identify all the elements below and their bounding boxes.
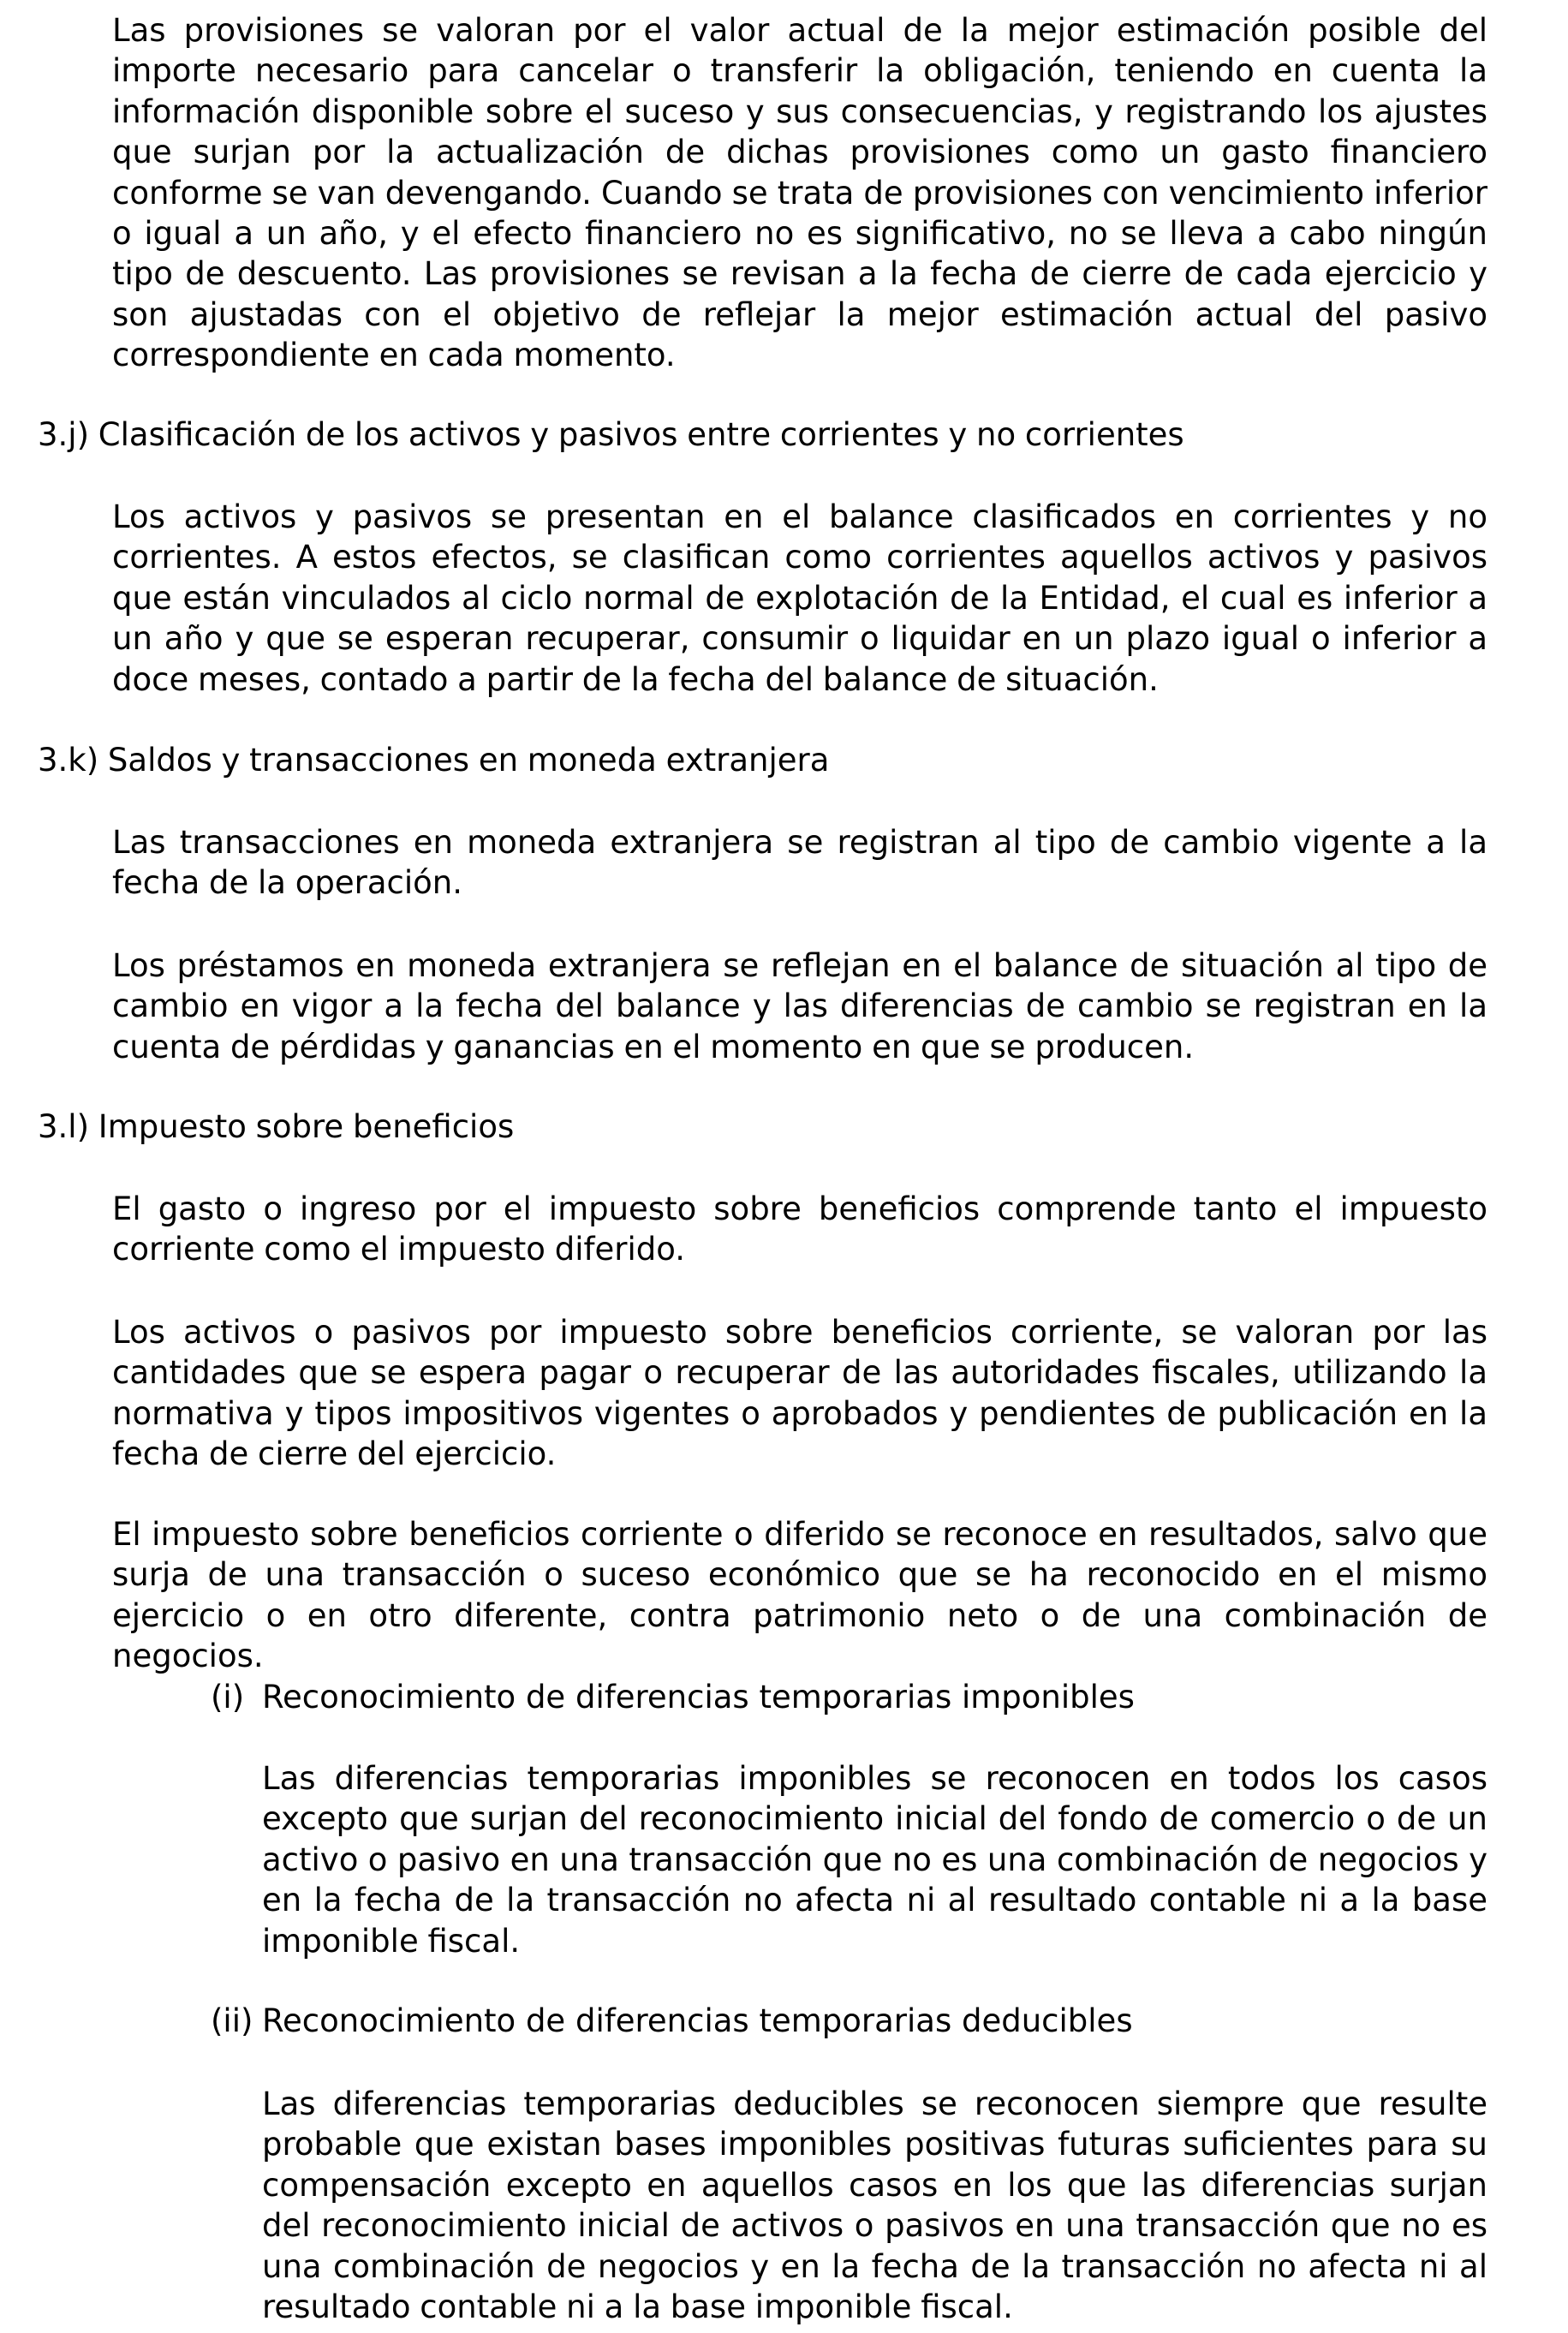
paragraph-3l-1: El gasto o ingreso por el impuesto sobre beneficios comprende tanto el impuesto corriente como el impuesto diferido. <box>112 1190 1488 1268</box>
subheading-ii-title: Reconocimiento de diferencias temporarias deducibles <box>262 2002 1133 2039</box>
subheading-i <box>211 1677 1495 1717</box>
paragraph-3l-2: Los activos o pasivos por impuesto sobre beneficios corriente, se valoran por las cantidades que se espera pagar o recuperar de las autoridades fiscales, utilizando la normativa y tipos impositivos vigentes o aprobados y pendientes de publicación en la fecha de cierre del ejercicio. <box>112 1314 1488 1473</box>
subheading-i-title: Reconocimiento de diferencias temporarias imponibles <box>262 1679 1135 1715</box>
subheading-ii <box>211 2001 1495 2041</box>
paragraph-3k-2: Los préstamos en moneda extranjera se reflejan en el balance de situación al tipo de cambio en vigor a la fecha del balance y las diferencias de cambio se registran en la cuenta de pérdidas y ganancias en el momento en que se producen. <box>112 947 1488 1065</box>
heading-3j: 3.j) Clasificación de los activos y pasivos entre corrientes y no corrientes <box>38 416 1184 453</box>
paragraph-3k-1: Las transacciones en moneda extranjera se registran al tipo de cambio vigente a la fecha de la operación. <box>112 824 1488 902</box>
paragraph-3j: Los activos y pasivos se presentan en el balance clasificados en corrientes y no corrientes. A estos efectos, se clasifican como corrientes aquellos activos y pasivos que están vinculados al ciclo normal de explotación de la Entidad, el cual es inferior a un año y que se esperan recuperar, consumir o liquidar en un plazo igual o inferior a doce meses, contado a partir de la fecha del balance de situación. <box>112 498 1488 698</box>
paragraph-provisiones: Las provisiones se valoran por el valor actual de la mejor estimación posible del importe necesario para cancelar o transferir la obligación, teniendo en cuenta la información disponible sobre el suceso y sus consecuencias, y registrando los ajustes que surjan por la actualización de dichas provisiones como un gasto financiero conforme se van devengando. Cuando se trata de provisiones con vencimiento inferior o igual a un año, y el efecto financiero no es significativo, no se lleva a cabo ningún tipo de descuento. Las provisiones se revisan a la fecha de cierre de cada ejercicio y son ajustadas con el objetivo de reflejar la mejor estimación actual del pasivo correspondiente en cada momento. <box>112 12 1488 374</box>
paragraph-sub-i: Las diferencias temporarias imponibles se reconocen en todos los casos excepto que surjan del reconocimiento inicial del fondo de comercio o de un activo o pasivo en una transacción que no es una combinación de negocios y en la fecha de la transacción no afecta ni al resultado contable ni a la base imponible fiscal. <box>262 1760 1488 1960</box>
heading-3l: 3.l) Impuesto sobre beneficios <box>38 1108 515 1145</box>
paragraph-sub-ii: Las diferencias temporarias deducibles se reconocen siempre que resulte probable que existan bases imponibles positivas futuras suficientes para su compensación excepto en aquellos casos en los que las diferencias surjan del reconocimiento inicial de activos o pasivos en una transacción que no es una combinación de negocios y en la fecha de la transacción no afecta ni al resultado contable ni a la base imponible fiscal. <box>262 2085 1488 2326</box>
paragraph-3l-3: El impuesto sobre beneficios corriente o diferido se reconoce en resultados, salvo que surja de una transacción o suceso económico que se ha reconocido en el mismo ejercicio o en otro diferente, contra patrimonio neto o de una combinación de negocios. <box>112 1516 1488 1675</box>
subheading-i-number: (i) <box>211 1679 245 1715</box>
subheading-ii-number: (ii) <box>211 2002 253 2039</box>
heading-3k: 3.k) Saldos y transacciones en moneda extranjera <box>38 742 830 779</box>
